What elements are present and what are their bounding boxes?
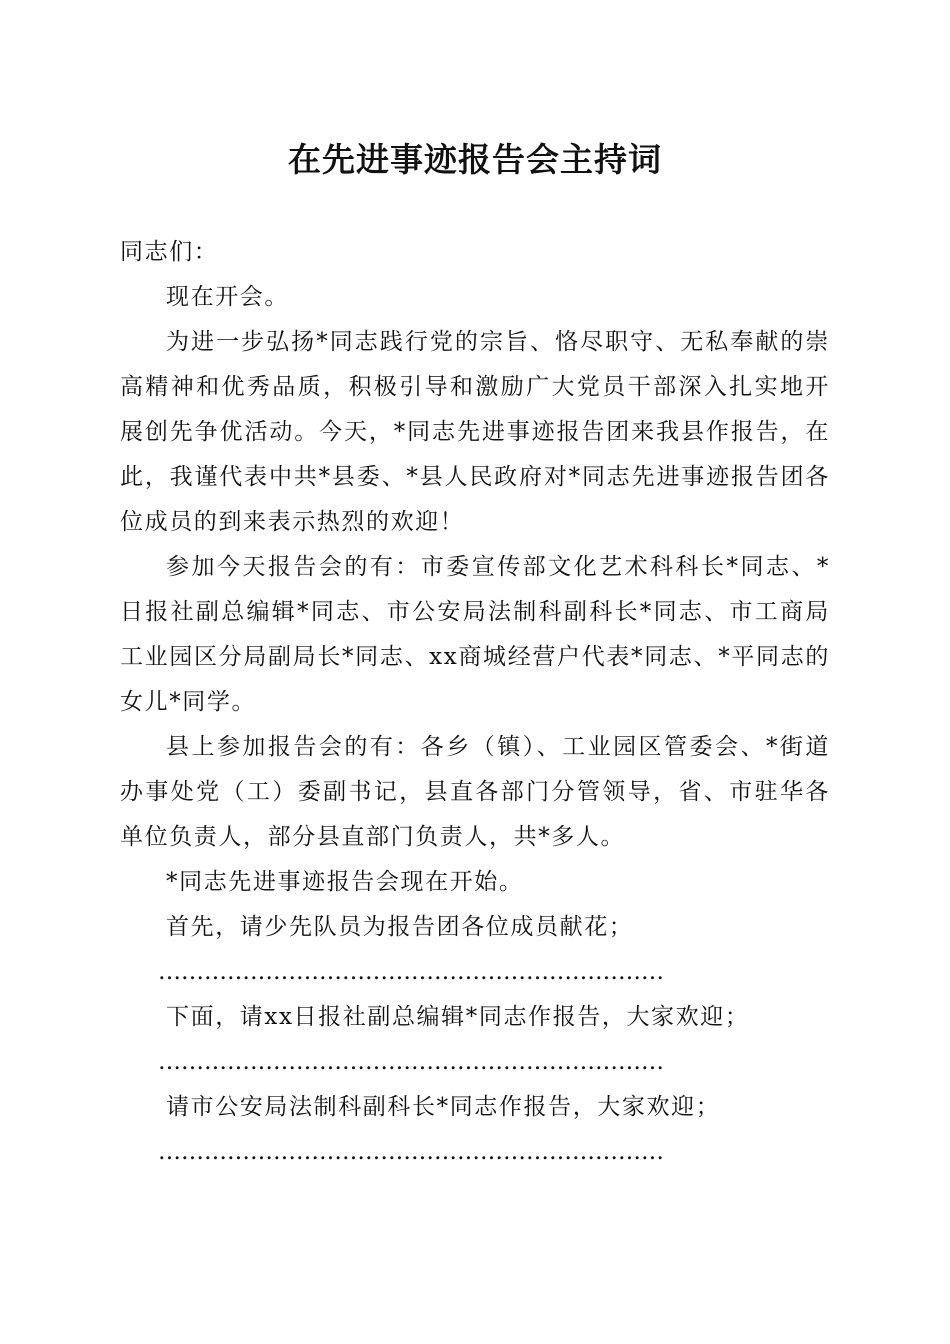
paragraph-city-attendees: 参加今天报告会的有：市委宣传部文化艺术科科长*同志、*日报社副总编辑*同志、市公安局法制科副科长*同志、市工商局工业园区分局副局长*同志、xx商城经营户代表*同志、*平同志的女儿*同学。 (120, 554, 830, 715)
paragraph-second-report: 请市公安局法制科副科长*同志作报告，大家欢迎； (166, 1094, 721, 1120)
salutation: 同志们： (120, 239, 219, 265)
paragraph-purpose: 为进一步弘扬*同志践行党的宗旨、恪尽职守、无私奉献的崇高精神和优秀品质，积极引导和激励广大党员干部深入扎实地开展创先争优活动。今天，*同志先进事迹报告团来我县作报告，在此，我谨代表中共*县委、*县人民政府对*同志先进事迹报告团各位成员的到来表示热烈的欢迎！ (120, 329, 830, 535)
document-body (120, 230, 830, 1175)
document-title: 在先进事迹报告会主持词 (288, 140, 662, 179)
paragraph-first-report: 下面，请xx日报社副总编辑*同志作报告，大家欢迎； (166, 1004, 750, 1030)
ellipsis-line: ………………………………………………………… (158, 1049, 664, 1075)
paragraph-flowers: 首先，请少先队员为报告团各位成员献花； (166, 914, 634, 940)
paragraph-opening: 现在开会。 (166, 284, 289, 310)
ellipsis-line: ………………………………………………………… (158, 959, 664, 985)
ellipsis-line: ………………………………………………………… (158, 1139, 664, 1165)
paragraph-county-attendees: 县上参加报告会的有：各乡（镇）、工业园区管委会、*街道办事处党（工）委副书记，县直各部门分管领导，省、市驻华各单位负责人，部分县直部门负责人，共*多人。 (120, 734, 830, 850)
paragraph-start: *同志先进事迹报告会现在开始。 (166, 869, 524, 895)
